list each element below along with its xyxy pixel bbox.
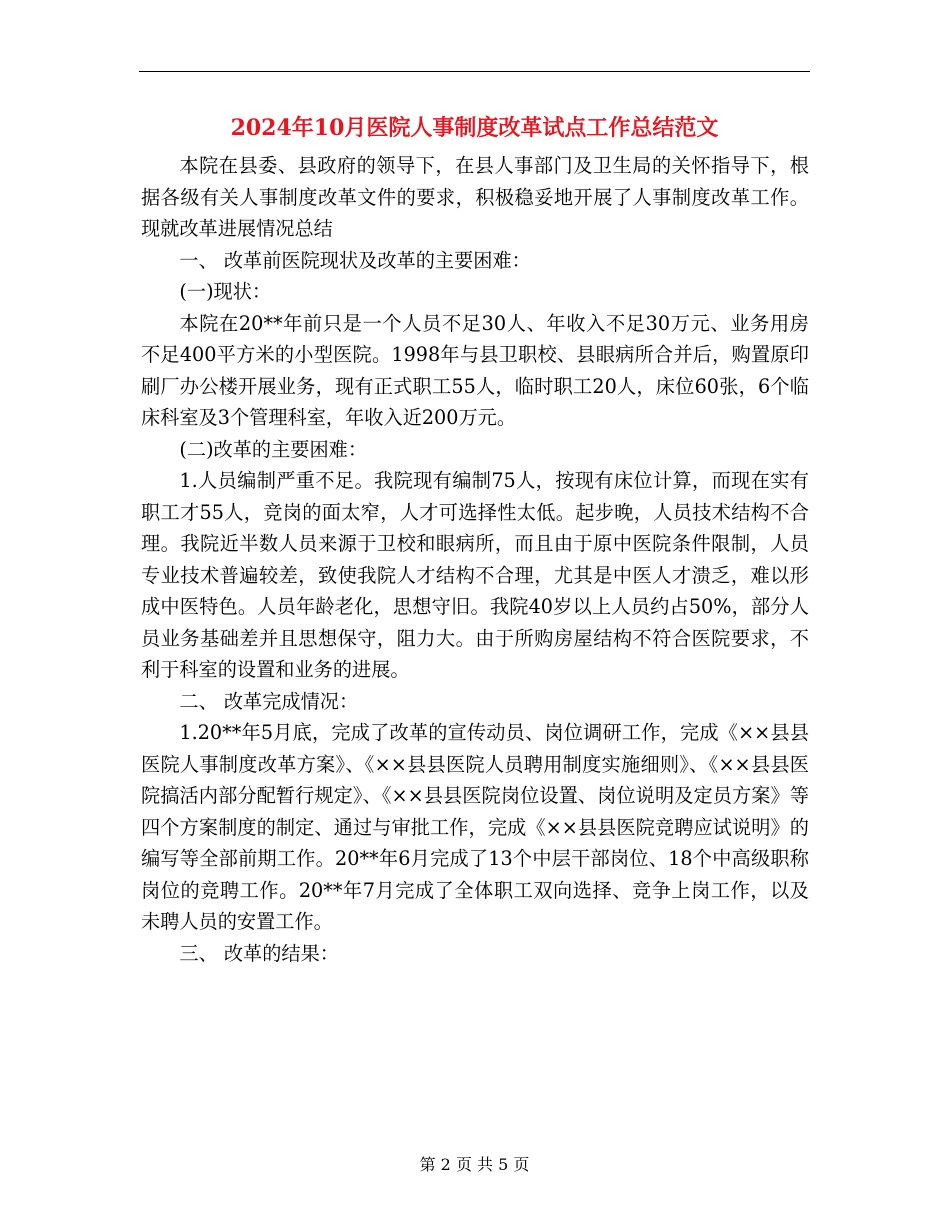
page-number: 第 2 页 共 5 页 (419, 1155, 530, 1174)
section-heading-2: 二、 改革完成情况： (179, 689, 359, 713)
document-body (141, 150, 809, 969)
paragraph-intro: 本院在县委、县政府的领导下，在县人事部门及卫生局的关怀指导下，根据各级有关人事制度改革文件的要求，积极稳妥地开展了人事制度改革工作。现就改革进展情况总结 (141, 154, 809, 240)
paragraph-status: 本院在20**年前只是一个人员不足30人、年收入不足30万元、业务用房不足400平方米的小型医院。1998年与县卫职校、县眼病所合并后，购置原印刷厂办公楼开展业务，现有正式职工55人，临时职工20人，床位60张，6个临床科室及3个管理科室，年收入近200万元。 (141, 311, 809, 429)
section-heading-1: 一、 改革前医院现状及改革的主要困难： (179, 248, 531, 272)
document-title: 2024年10月医院人事制度改革试点工作总结范文 (230, 115, 719, 141)
subsection-heading-status: (一)现状： (179, 280, 272, 303)
section-heading-3: 三、 改革的结果： (179, 941, 339, 965)
paragraph-difficulties: 1.人员编制严重不足。我院现有编制75人，按现有床位计算，而现在实有职工才55人，竞岗的面太窄，人才可选择性太低。起步晚，人员技术结构不合理。我院近半数人员来源于卫校和眼病所，而且由于原中医院条件限制，人员专业技术普遍较差，致使我院人才结构不合理，尤其是中医人才溃乏，难以形成中医特色。人员年龄老化，思想守旧。我院40岁以上人员约占50%，部分人员业务基础差并且思想保守，阻力大。由于所购房屋结构不符合医院要求，不利于科室的设置和业务的进展。 (141, 469, 809, 681)
paragraph-completion: 1.20**年5月底，完成了改革的宣传动员、岗位调研工作，完成《××县县医院人事制度改革方案》、《××县县医院人员聘用制度实施细则》、《××县县医院搞活内部分配暂行规定》、《××县县医院岗位设置、岗位说明及定员方案》等四个方案制度的制定、通过与审批工作，完成《××县县医院竞聘应试说明》的编写等全部前期工作。20**年6月完成了13个中层干部岗位、18个中高级职称岗位的竞聘工作。20**年7月完成了全体职工双向选择、竞争上岗工作，以及未聘人员的安置工作。 (141, 721, 809, 933)
header-rule (139, 71, 810, 72)
subsection-heading-difficulties: (二)改革的主要困难： (179, 437, 368, 461)
